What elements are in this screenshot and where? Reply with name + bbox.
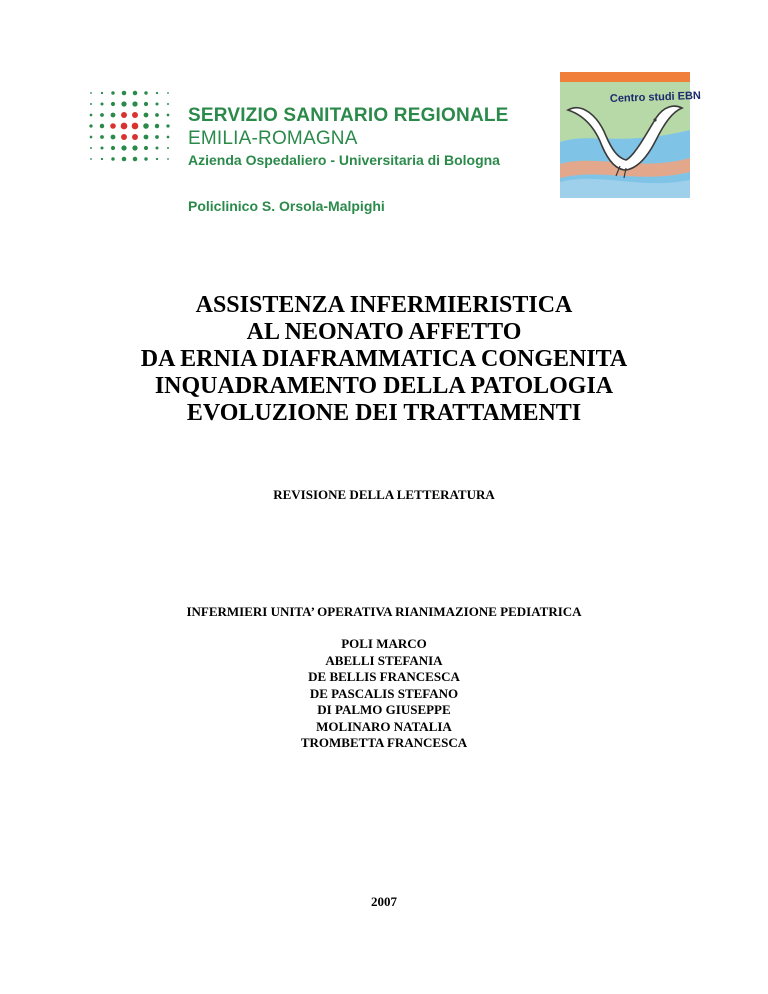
logo-dot (167, 136, 170, 139)
logo-dot (100, 124, 104, 128)
logo-dot (101, 158, 103, 160)
org-region: EMILIA-ROMAGNA (188, 128, 358, 149)
ebn-label: Centro studi EBN (609, 89, 702, 105)
logo-dot (100, 135, 104, 139)
logo-dot (132, 145, 137, 150)
logo-dot (90, 136, 93, 139)
logo-dot (90, 114, 93, 117)
author-name: TROMBETTA FRANCESCA (300, 735, 468, 750)
logo-dot (144, 91, 147, 94)
logo-dot (111, 113, 116, 118)
logo-dot (133, 157, 138, 162)
logo-dot (90, 158, 92, 160)
logo-dot (133, 91, 138, 96)
logo-dot (100, 146, 103, 149)
logo-dot (167, 158, 169, 160)
logo-dot (132, 112, 138, 118)
logo-dot (155, 135, 159, 139)
logo-dot (100, 102, 103, 105)
author-name: DE BELLIS FRANCESCA (308, 669, 460, 684)
logo-dot (144, 113, 149, 118)
title-line: DA ERNIA DIAFRAMMATICA CONGENITA (140, 346, 628, 372)
logo-dot (111, 102, 115, 106)
author-name: MOLINARO NATALIA (316, 718, 452, 734)
logo-dot (167, 103, 169, 105)
logo-dot (143, 123, 149, 129)
logo-dot (132, 134, 138, 140)
operative-unit: INFERMIERI UNITA’ OPERATIVA RIANIMAZIONE PEDIATRICA (186, 604, 582, 619)
logo-dot (111, 91, 114, 94)
hospital-name: Policlinico S. Orsola-Malpighi (188, 198, 385, 214)
title-line: EVOLUZIONE DEI TRATTAMENTI (186, 400, 582, 426)
author-name: POLI MARCO (341, 636, 427, 651)
logo-dot (132, 101, 137, 106)
badge-top-stripe (560, 72, 690, 82)
logo-dot (101, 92, 103, 94)
author-name: ABELLI STEFANIA (325, 652, 443, 668)
author-name: DE PASCALIS STEFANO (309, 685, 459, 701)
author-name: DI PALMO GIUSEPPE (317, 702, 451, 717)
logo-dot (111, 146, 115, 150)
logo-dot (90, 147, 92, 149)
org-name: SERVIZIO SANITARIO REGIONALE (188, 105, 509, 126)
logo-dot (155, 124, 159, 128)
logo-dot (167, 147, 169, 149)
logo-dot (121, 112, 127, 118)
title-line: ASSISTENZA INFERMIERISTICA (195, 292, 573, 318)
logo-dot (121, 123, 128, 130)
logo-dot (121, 134, 127, 140)
logo-dot (144, 157, 147, 160)
logo-dot (144, 135, 149, 140)
publication-year: 2007 (371, 894, 397, 909)
title-line: AL NEONATO AFFETTO (246, 319, 522, 345)
logo-dot (111, 135, 116, 140)
logo-dot (110, 123, 116, 129)
logo-dot (121, 101, 126, 106)
logo-dot (167, 114, 170, 117)
logo-dot (111, 157, 114, 160)
logo-dot (156, 158, 158, 160)
logo-dot (122, 157, 127, 162)
logo-dot (144, 102, 148, 106)
logo-dot (90, 103, 92, 105)
logo-dot (100, 113, 104, 117)
logo-dot (155, 113, 159, 117)
logo-dot (121, 145, 126, 150)
logo-dot (122, 91, 127, 96)
logo-dot (155, 146, 158, 149)
logo-dot (155, 102, 158, 105)
document-title (0, 292, 768, 427)
logo-dot (144, 146, 148, 150)
logo-dot (90, 92, 92, 94)
logo-dot (89, 124, 92, 127)
logo-dot (167, 92, 169, 94)
dot-matrix-logo-icon (86, 88, 174, 166)
logo-dot (132, 123, 139, 130)
author-list (0, 636, 768, 752)
document-subtitle: REVISIONE DELLA LETTERATURA (273, 487, 495, 502)
ebn-badge (560, 72, 702, 198)
logo-dot (166, 124, 169, 127)
title-line: INQUADRAMENTO DELLA PATOLOGIA (154, 373, 614, 399)
logo-dot (156, 92, 158, 94)
org-azienda: Azienda Ospedaliero - Universitaria di Bologna (188, 152, 500, 168)
